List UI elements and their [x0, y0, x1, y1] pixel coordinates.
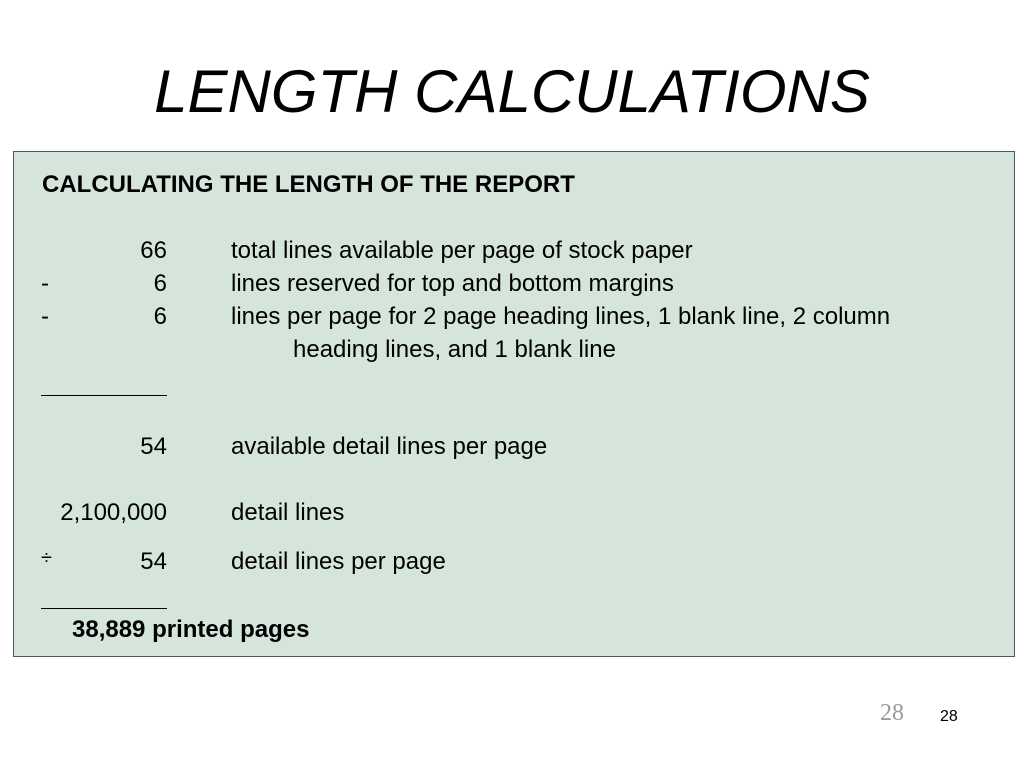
slide-number-serif: 28: [880, 700, 904, 726]
box-heading: CALCULATING THE LENGTH OF THE REPORT: [42, 171, 575, 198]
calc-row-heading-lines: [14, 302, 1014, 332]
row-description: detail lines: [231, 499, 345, 526]
slide-title: LENGTH CALCULATIONS: [154, 58, 870, 125]
calc-row-margin-lines: [14, 269, 1014, 299]
calculation-box: [13, 151, 1015, 657]
row-number: 6: [153, 270, 167, 297]
slide-number: 28: [940, 708, 958, 725]
row-description: available detail lines per page: [231, 433, 548, 460]
division-sign: ÷: [41, 547, 52, 569]
calc-row-available-lines: [14, 432, 1014, 462]
row-description: lines reserved for top and bottom margins: [231, 270, 674, 297]
minus-sign: -: [41, 303, 49, 330]
calc-row-lines-per-page: [14, 547, 1014, 577]
row-number: 2,100,000: [60, 499, 167, 526]
row-description: detail lines per page: [231, 548, 446, 575]
row-description: total lines available per page of stock paper: [231, 237, 693, 264]
subtotal-rule: [41, 395, 167, 396]
result-rule: [41, 608, 167, 609]
row-description-continuation: heading lines, and 1 blank line: [293, 336, 616, 363]
row-number: 54: [140, 433, 167, 460]
calc-row-total-lines: [14, 236, 1014, 266]
total-printed-pages: 38,889 printed pages: [72, 616, 310, 643]
minus-sign: -: [41, 270, 49, 297]
row-number: 6: [153, 303, 167, 330]
row-number: 54: [140, 548, 167, 575]
row-number: 66: [140, 237, 167, 264]
row-description: lines per page for 2 page heading lines, 1 blank line, 2 column: [231, 303, 891, 330]
calc-row-detail-lines: [14, 498, 1014, 528]
